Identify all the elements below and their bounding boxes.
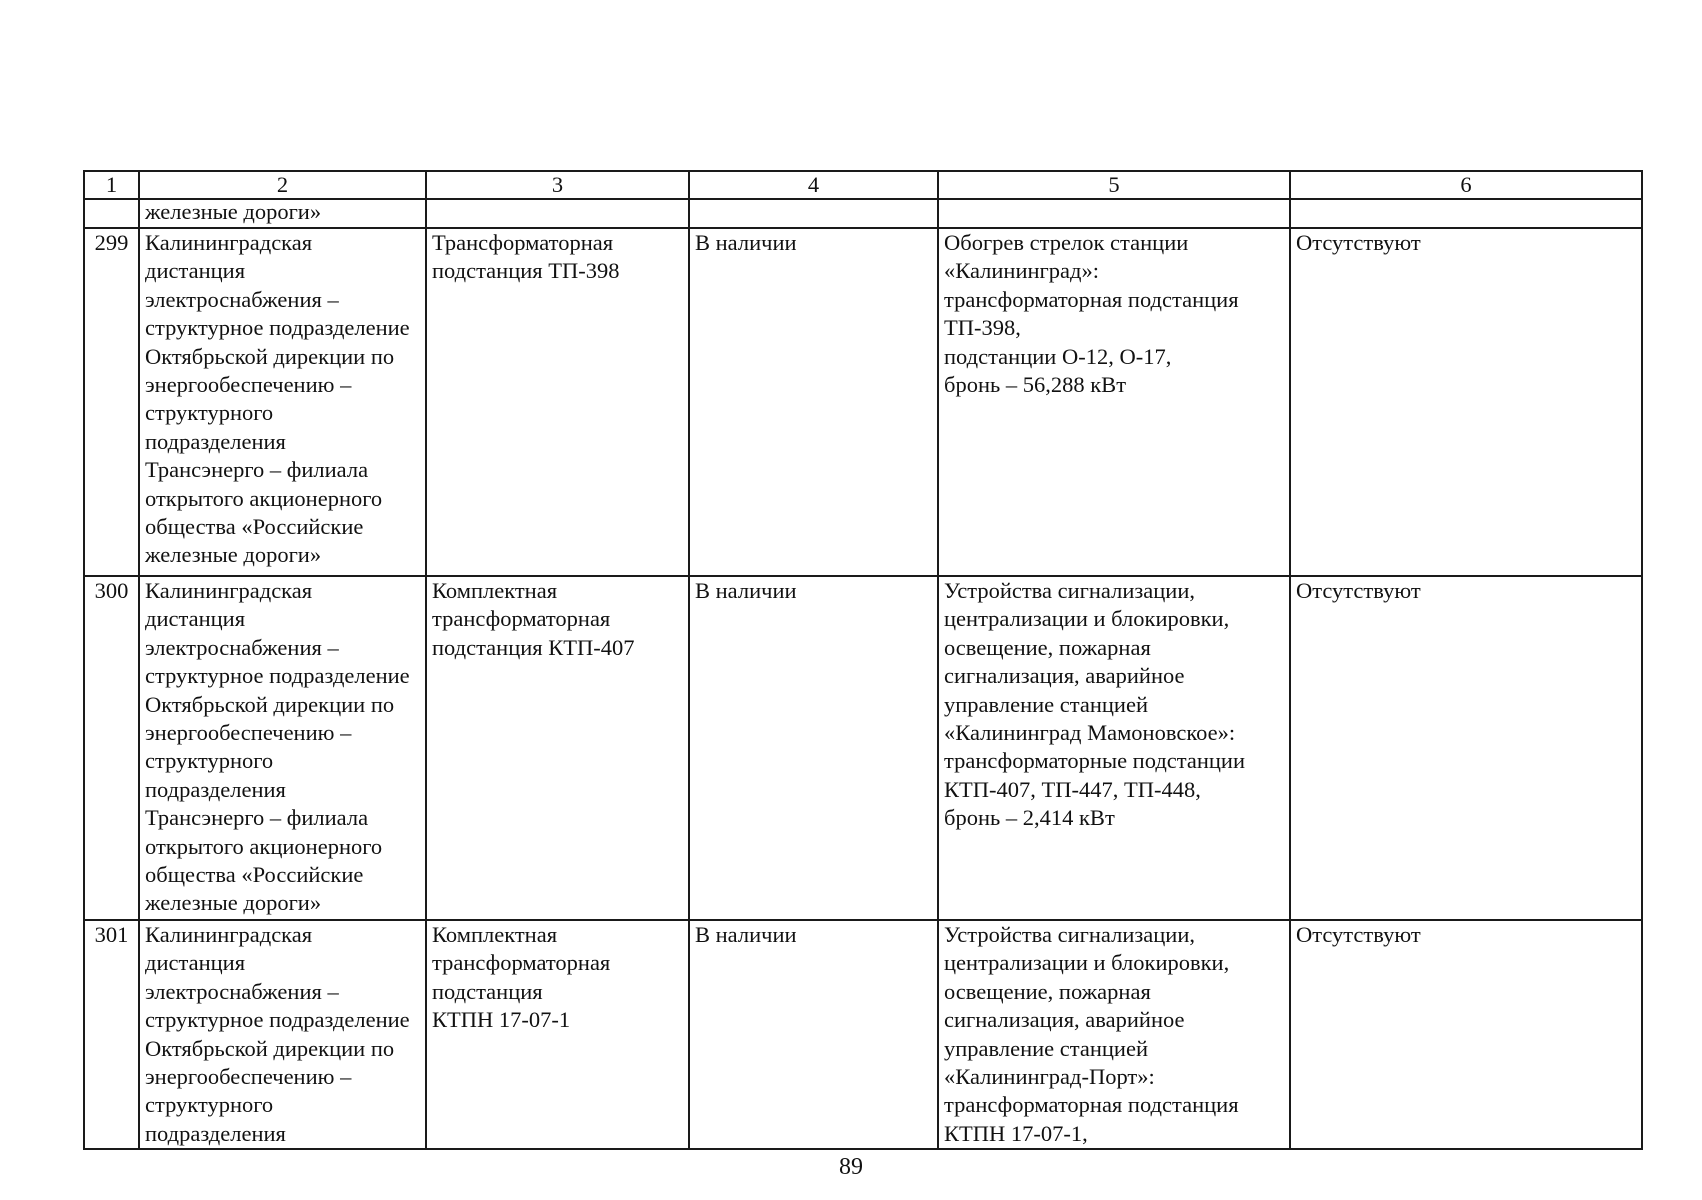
status-cell: В наличии	[689, 920, 938, 1149]
column-number-row	[84, 171, 1642, 199]
consumers-cell: Обогрев стрелок станции «Калининград»: трансформаторная подстанция ТП-398, подстанции О-12, О-17, бронь – 56,288 кВт	[938, 228, 1290, 576]
owner-cell: Калининградская дистанция электроснабжения – структурное подразделение Октябрьской дирекции по энергообеспечению – структурного подразделения	[139, 920, 426, 1149]
owner-cell: Калининградская дистанция электроснабжения – структурное подразделение Октябрьской дирекции по энергообеспечению – структурного подразделения Трансэнерго – филиала открытого акционерного общества «Российские железные дороги»	[139, 576, 426, 920]
notes-cell: Отсутствуют	[1290, 576, 1642, 920]
status-cell: В наличии	[689, 228, 938, 576]
table-row	[84, 228, 1642, 576]
column-number-5: 5	[938, 171, 1290, 199]
page-number: 89	[839, 1154, 863, 1180]
notes-cell: Отсутствуют	[1290, 228, 1642, 576]
table-row	[84, 920, 1642, 1149]
row-number-cell: 299	[84, 228, 139, 576]
row-number-cell: 300	[84, 576, 139, 920]
column-number-3: 3	[426, 171, 689, 199]
object-cell: Комплектная трансформаторная подстанция КТПН 17-07-1	[426, 920, 689, 1149]
continuation-notes-cell	[1290, 199, 1642, 228]
consumers-cell: Устройства сигнализации, централизации и блокировки, освещение, пожарная сигнализация, аварийное управление станцией «Калининград-Порт»: трансформаторная подстанция КТПН 17-07-1,	[938, 920, 1290, 1149]
row-number-cell: 301	[84, 920, 139, 1149]
notes-cell: Отсутствуют	[1290, 920, 1642, 1149]
continuation-consumers-cell	[938, 199, 1290, 228]
continuation-row	[84, 199, 1642, 228]
status-cell: В наличии	[689, 576, 938, 920]
column-number-2: 2	[139, 171, 426, 199]
data-table	[83, 170, 1643, 1150]
continuation-object-cell	[426, 199, 689, 228]
column-number-4: 4	[689, 171, 938, 199]
consumers-cell: Устройства сигнализации, централизации и блокировки, освещение, пожарная сигнализация, аварийное управление станцией «Калининград Мамоновское»: трансформаторные подстанции КТП-407, ТП-447, ТП-448, бронь – 2,414 кВт	[938, 576, 1290, 920]
column-number-6: 6	[1290, 171, 1642, 199]
column-number-1: 1	[84, 171, 139, 199]
object-cell: Комплектная трансформаторная подстанция КТП-407	[426, 576, 689, 920]
continuation-status-cell	[689, 199, 938, 228]
continuation-owner-cell: железные дороги»	[139, 199, 426, 228]
object-cell: Трансформаторная подстанция ТП-398	[426, 228, 689, 576]
table-row	[84, 576, 1642, 920]
table-body	[84, 171, 1642, 1149]
continuation-num-cell	[84, 199, 139, 228]
owner-cell: Калининградская дистанция электроснабжения – структурное подразделение Октябрьской дирекции по энергообеспечению – структурного подразделения Трансэнерго – филиала открытого акционерного общества «Российские железные дороги»	[139, 228, 426, 576]
